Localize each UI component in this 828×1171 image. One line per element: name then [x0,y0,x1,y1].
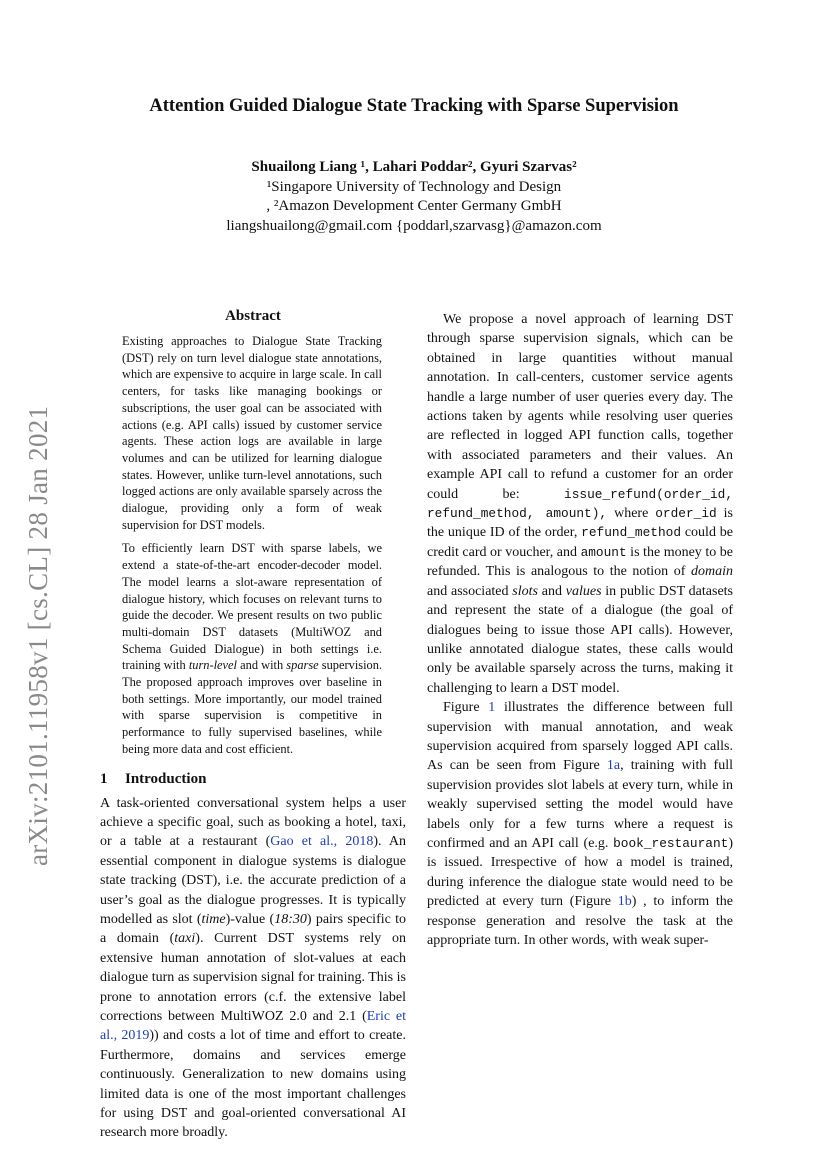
intro-paragraph-1: A task-oriented conversational system helps a user achieve a specific goal, such as booking a hotel, taxi, or a table at a restaurant (Gao et al., 2018). An essential component in dialogue systems is dialogue state tracking (DST), i.e. the accurate prediction of a user’s goal as the dialogue progresses. It is typically modelled as slot (time)-value (18:30) pairs specific to a domain (taxi). Current DST systems rely on extensive human annotation of slot-values at each dialogue turn as supervision signal for training. This is prone to annotation errors (c.f. the extensive label corrections between MultiWOZ 2.0 and 2.1 (Eric et al., 2019)) and costs a lot of time and effort to create. Furthermore, domains and services emerge continuously. Generalization to new domains using limited data is one of the most important challenges for using DST and goal-oriented conversational AI research more broadly. [100,795,407,1141]
affiliation-2: , ²Amazon Development Center Germany GmbH [266,198,562,214]
citation-gao-2018[interactable]: Gao et al., 2018 [270,834,374,850]
code-amount: amount [580,544,627,560]
author-names: Shuailong Liang ¹, Lahari Poddar², Gyuri Szarvas² [251,159,577,175]
code-api-call: issue_refund(order_id, refund_method, amount), [427,486,733,522]
section-heading-introduction [100,771,406,788]
author-emails: liangshuailong@gmail.com {poddarl,szarvasg}@amazon.com [226,217,602,234]
paper-title: Attention Guided Dialogue State Tracking with Sparse Supervision [149,96,679,116]
abstract-paragraph-1: Existing approaches to Dialogue State Tracking (DST) rely on turn level dialogue state annotations, which are expensive to acquire in large scale. In call centers, for tasks like managing bookings or subscriptions, the user goal can be associated with actions (e.g. API calls) issued by customer service agents. These action logs are available in large volumes and can be utilized for learning dialogue states. However, unlike turn-level annotations, such logged actions are only available sparsely across the dialogue, providing only a form of weak supervision for DST models. [122,334,382,532]
code-book-restaurant: book_restaurant [613,835,729,851]
author-block [0,158,828,236]
left-column [100,308,406,1143]
code-order-id: order_id [655,506,717,522]
figure-ref-1[interactable]: 1 [488,700,496,716]
right-column [427,310,733,950]
affiliation-1: ¹Singapore University of Technology and Design [266,178,562,195]
figure-ref-1b[interactable]: 1b [617,894,632,910]
citation-eric-2019[interactable]: Eric et al., 2019 [100,1009,406,1044]
intro-paragraph-3: Figure 1 illustrates the difference between full supervision with manual annotation, and weak supervision acquired from sparsely logged API calls. As can be seen from Figure 1a, training with full supervision provides slot labels at every turn, while in weakly supervised setting the model would have labels only for a few turns where a request is confirmed and an API call (e.g. book_restaurant) is issued. Irrespective of how a model is trained, during inference the dialogue state would need to be predicted at every turn (Figure 1b) , to inform the response generation and resolve the task at the appropriate turn. In other words, with weak super- [427,700,733,948]
abstract-paragraph-2: To efficiently learn DST with sparse labels, we extend a state-of-the-art encoder-decoder model. The model learns a slot-aware representation of dialogue history, which focuses on relevant turns to guide the decoder. We present results on two public multi-domain DST datasets (MultiWOZ and Schema Guided Dialogue) in both settings i.e. training with turn-level and with sparse supervision. The proposed approach improves over baseline in both settings. More importantly, our model trained with sparse supervision is competitive in performance to fully supervised baselines, while being more data and cost efficient. [122,541,383,756]
intro-paragraph-2: We propose a novel approach of learning DST through sparse supervision signals, which can be obtained in large quantities without manual annotation. In call-centers, customer service agents handle a large number of user queries every day. The actions taken by agents while resolving user queries are reflected in logged API function calls, together with associated parameters and their values. An example API call to refund a customer for an order could be: issue_refund(order_id, refund_method, amount), where order_id is the unique ID of the order, refund_method could be credit card or voucher, and amount is the money to be refunded. This is analogous to the notion of domain and associated slots and values in public DST datasets and represent the state of a dialogue (the goal of dialogues being to issue those API calls). However, unlike annotated dialogue states, these calls would only be available sparsely across the turns, making it challenging to learn a DST model. [427,312,733,696]
arxiv-stamp: arXiv:2101.11958v1 [cs.CL] 28 Jan 2021 [23,405,53,866]
section-number: 1 [100,770,108,787]
section-title: Introduction [125,770,207,787]
code-refund-method: refund_method [581,525,682,541]
figure-ref-1a[interactable]: 1a [606,758,621,774]
abstract-heading: Abstract [225,308,281,324]
